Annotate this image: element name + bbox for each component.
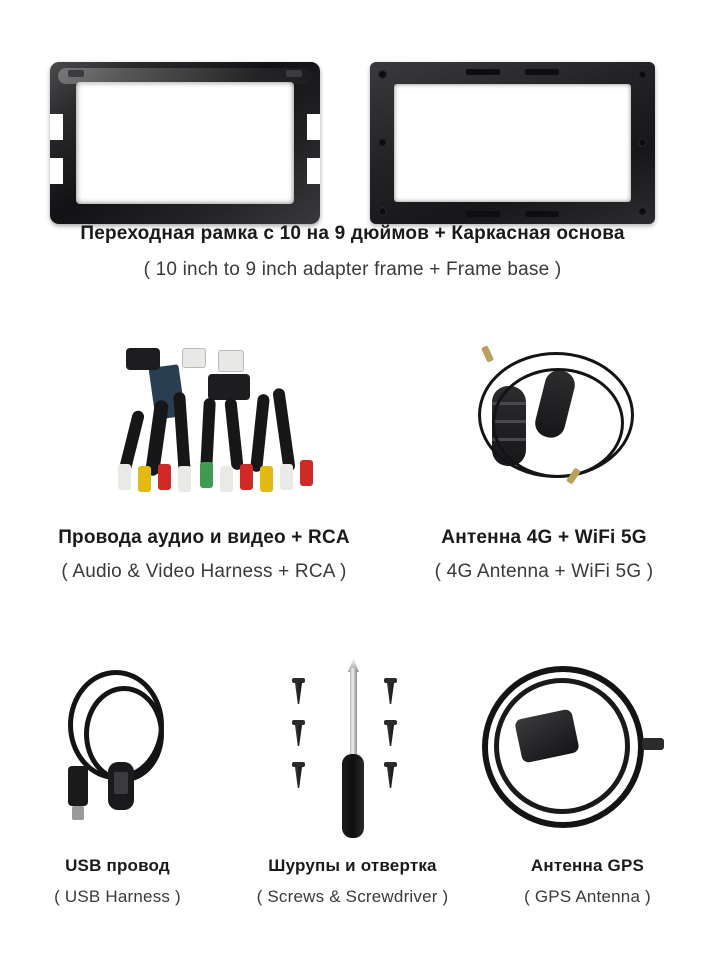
- frame-notch: [307, 114, 320, 140]
- usb-harness-caption: [0, 855, 235, 908]
- 4g-wifi-antenna-photo: [470, 340, 670, 520]
- mount-hole: [638, 70, 647, 79]
- gps-antenna-photo: [470, 658, 670, 853]
- frame-slot: [525, 211, 559, 217]
- frame-notch: [50, 114, 63, 140]
- rca-plug-white: [220, 466, 233, 492]
- screw-head: [292, 678, 305, 683]
- usb-harness-photo: [50, 660, 240, 850]
- caption-en-antenna: ( 4G Antenna + WiFi 5G ): [434, 560, 654, 582]
- harness-white-connector: [182, 348, 206, 368]
- caption-ru-adapter-frame: Переходная рамка с 10 на 9 дюймов + Каркасная основа: [80, 223, 625, 244]
- kit-row-harness-antenna: [0, 330, 705, 600]
- usb-socket-cavity: [114, 772, 128, 794]
- screw-body: [295, 683, 302, 704]
- frame-tab: [286, 70, 302, 77]
- 4g-wifi-antenna-caption: [394, 526, 694, 584]
- caption-ru-usb: USB провод: [65, 856, 170, 875]
- screw: [294, 720, 303, 746]
- mount-hole: [638, 138, 647, 147]
- caption-ru-screws: Шурупы и отвертка: [268, 856, 437, 875]
- harness-wire: [173, 392, 191, 477]
- screws-screwdriver-photo: [260, 650, 450, 850]
- screwdriver-handle: [342, 754, 364, 838]
- mount-hole: [638, 207, 647, 216]
- screws-screwdriver-caption: [235, 855, 470, 908]
- rca-plug-red: [158, 464, 171, 490]
- rca-plug-red: [300, 460, 313, 486]
- adapter-frame-part: [50, 62, 320, 224]
- gloss-highlight: [58, 68, 312, 84]
- screw-body: [387, 767, 394, 788]
- screw-head: [384, 762, 397, 767]
- audio-video-harness-photo: [90, 340, 380, 520]
- frame-tab: [68, 70, 84, 77]
- audio-video-harness-caption: [14, 526, 394, 584]
- rca-plug-yellow: [260, 466, 273, 492]
- frame-photo-row: [0, 30, 705, 200]
- adapter-frame-caption: [0, 222, 705, 282]
- harness-wire: [224, 398, 243, 471]
- rca-plug-green: [200, 462, 213, 488]
- screw: [386, 678, 395, 704]
- rca-plug-white: [118, 464, 131, 490]
- frame-notch: [50, 158, 63, 184]
- gps-connector: [642, 738, 664, 750]
- kit-item-adapter-frame: [0, 0, 705, 300]
- rca-plug-white: [178, 466, 191, 492]
- harness-black-connector: [126, 348, 160, 370]
- rca-plug-yellow: [138, 466, 151, 492]
- caption-en-harness: ( Audio & Video Harness + RCA ): [61, 560, 347, 582]
- caption-ru-harness: Провода аудио и видео + RCA: [58, 527, 350, 548]
- caption-en-adapter-frame: ( 10 inch to 9 inch adapter frame + Frame base ): [143, 258, 562, 280]
- mount-hole: [378, 70, 387, 79]
- harness-white-connector: [218, 350, 244, 372]
- screw-head: [384, 720, 397, 725]
- screw-body: [387, 683, 394, 704]
- frame-slot: [466, 211, 500, 217]
- frame-notch: [307, 158, 320, 184]
- row3-captions: [0, 855, 705, 908]
- antenna-connector-tip: [481, 345, 494, 362]
- screwdriver-shaft: [350, 668, 357, 758]
- caption-en-gps: ( GPS Antenna ): [524, 887, 651, 907]
- screw-head: [292, 762, 305, 767]
- frame-slot: [466, 69, 500, 75]
- frame-slot: [525, 69, 559, 75]
- harness-black-connector: [208, 374, 250, 400]
- antenna-cable: [492, 368, 624, 478]
- mount-hole: [378, 138, 387, 147]
- screw-body: [387, 725, 394, 746]
- caption-ru-gps: Антенна GPS: [530, 856, 645, 875]
- screw-body: [295, 725, 302, 746]
- harness-wire: [250, 394, 270, 473]
- screw: [386, 720, 395, 746]
- caption-en-usb: ( USB Harness ): [54, 887, 181, 907]
- screw-head: [292, 720, 305, 725]
- screw: [294, 762, 303, 788]
- caption-en-screws: ( Screws & Screwdriver ): [256, 887, 449, 907]
- gps-antenna-caption: [470, 855, 705, 908]
- harness-wire: [272, 388, 296, 473]
- caption-ru-antenna: Антенна 4G + WiFi 5G: [441, 527, 647, 548]
- usb-plug: [68, 766, 88, 806]
- mount-hole: [378, 207, 387, 216]
- screw: [294, 678, 303, 704]
- screw-body: [295, 767, 302, 788]
- rca-plug-red: [240, 464, 253, 490]
- rca-plug-white: [280, 464, 293, 490]
- screw-head: [384, 678, 397, 683]
- frame-base-part: [370, 62, 655, 224]
- kit-row-usb-screws-gps: [0, 640, 705, 960]
- screw: [386, 762, 395, 788]
- usb-plug-metal: [72, 806, 84, 820]
